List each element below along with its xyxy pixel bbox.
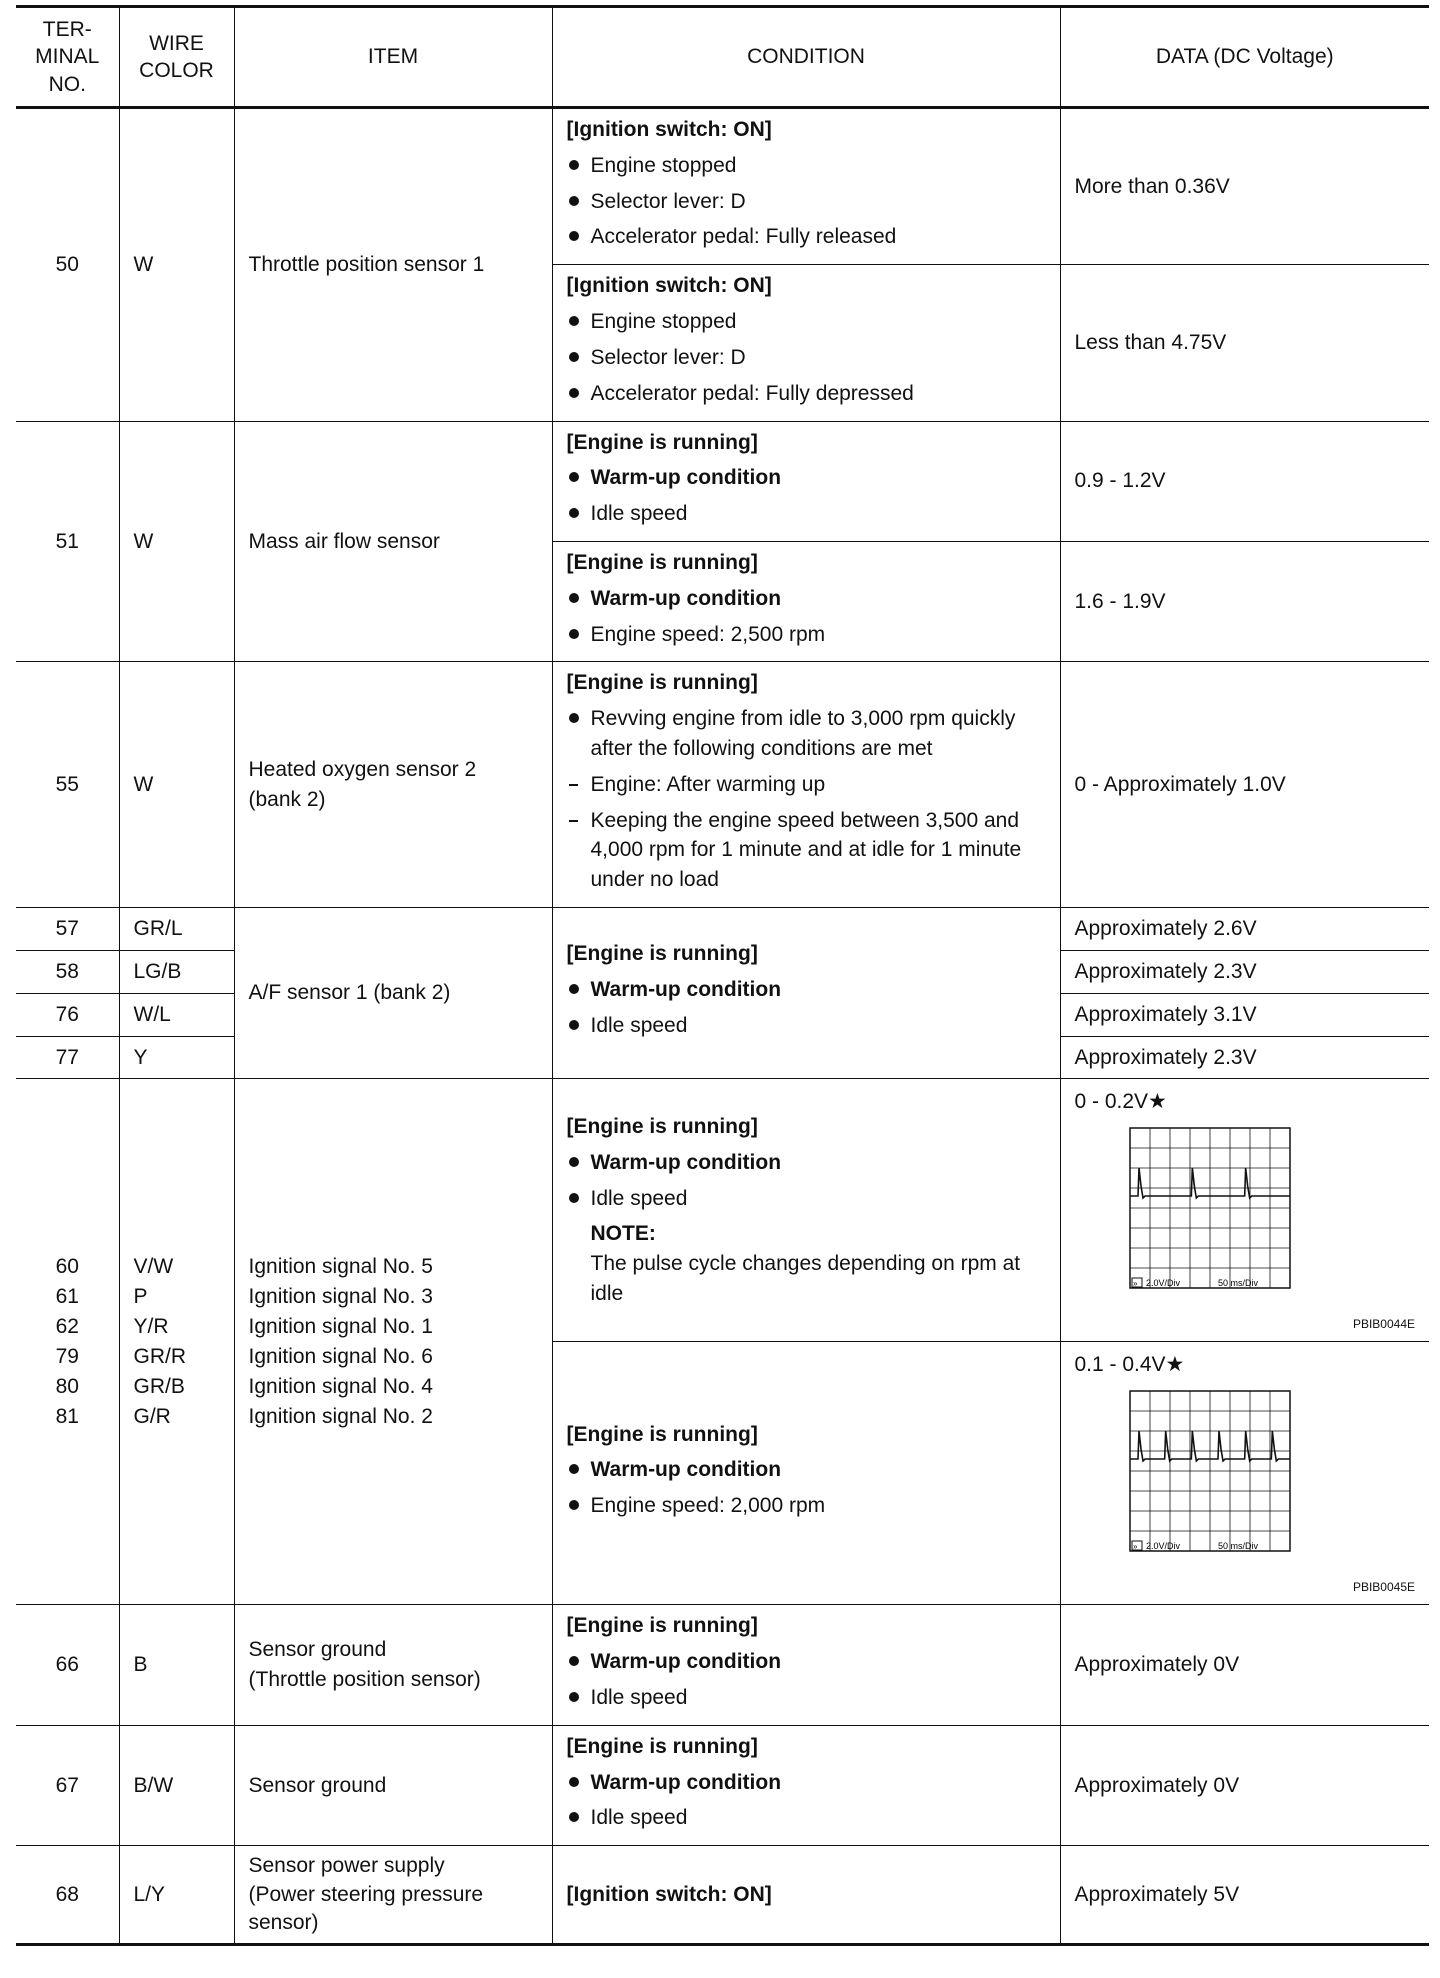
item-line: Sensor ground: [248, 1638, 387, 1662]
wire-color-cell: LG/B: [119, 950, 234, 993]
condition-bullet: Idle speed: [567, 1011, 1046, 1041]
terminal-cell: 50: [16, 108, 119, 422]
table-row: [16, 662, 1429, 908]
condition-bullet: Accelerator pedal: Fully depressed: [567, 379, 1046, 409]
oscilloscope-waveform: [1125, 1123, 1295, 1303]
condition-cell: [552, 1846, 1060, 1945]
condition-dash: Keeping the engine speed between 3,500 and 4,000 rpm for 1 minute and at idle for 1 minute under no load: [567, 806, 1046, 895]
data-cell: 0.9 - 1.2V: [1060, 421, 1429, 541]
data-cell: Approximately 3.1V: [1060, 993, 1429, 1036]
wire-color: V/W: [133, 1254, 174, 1278]
condition-cell: [552, 1725, 1060, 1845]
condition-bullet: Engine stopped: [567, 307, 1046, 337]
wire-color-cell: L/Y: [119, 1846, 234, 1945]
data-cell: Approximately 2.6V: [1060, 908, 1429, 951]
condition-list: [567, 463, 1046, 529]
waveform-block: [1075, 1085, 1416, 1335]
condition-cell: [552, 1605, 1060, 1725]
condition-title: [Engine is running]: [566, 550, 758, 574]
condition-title: [Engine is running]: [566, 1614, 758, 1638]
condition-title: [Engine is running]: [566, 1114, 758, 1138]
header-condition: CONDITION: [552, 7, 1060, 108]
ecm-terminal-table: [16, 5, 1429, 1946]
condition-cell: [552, 1342, 1060, 1605]
condition-cell: [552, 1079, 1060, 1342]
data-cell: Approximately 2.3V: [1060, 950, 1429, 993]
table-row: [16, 1846, 1429, 1945]
table-row: [16, 1605, 1429, 1725]
terminal-cell: 68: [16, 1846, 119, 1945]
terminal-cell: 76: [16, 993, 119, 1036]
wire-color-cell: GR/L: [119, 908, 234, 951]
terminal-cell: 51: [16, 421, 119, 662]
data-cell: 1.6 - 1.9V: [1060, 541, 1429, 661]
item-cell: [234, 1079, 552, 1605]
condition-title: [Ignition switch: ON]: [566, 1882, 772, 1906]
terminal-number: 79: [55, 1344, 79, 1368]
condition-cell: [552, 662, 1060, 908]
item-line: Sensor power supply: [248, 1854, 445, 1878]
data-cell: [1060, 1079, 1429, 1342]
figure-reference: PBIB0045E: [1352, 1580, 1415, 1595]
condition-bullet: Selector lever: D: [567, 343, 1046, 373]
item-cell: Throttle position sensor 1: [234, 108, 552, 422]
wire-color-cell: W/L: [119, 993, 234, 1036]
item-line: Ignition signal No. 5: [248, 1254, 433, 1278]
terminal-cell: 66: [16, 1605, 119, 1725]
condition-list: [567, 1148, 1046, 1214]
condition-bullet: Warm-up condition: [567, 1455, 1046, 1485]
volt-scale-label: 2.0V/Div: [1145, 1278, 1180, 1289]
item-line: Ignition signal No. 6: [248, 1344, 433, 1368]
terminal-cell: 57: [16, 908, 119, 951]
condition-title: [Engine is running]: [566, 671, 758, 695]
wire-color: GR/R: [133, 1344, 186, 1368]
table-row: [16, 1079, 1429, 1342]
wire-color-cell: [119, 1079, 234, 1605]
item-line: Ignition signal No. 2: [248, 1404, 433, 1428]
wire-color: GR/B: [133, 1374, 185, 1398]
condition-list: [567, 1455, 1046, 1521]
condition-title: [Ignition switch: ON]: [566, 118, 772, 141]
condition-cell: [552, 908, 1060, 1079]
condition-bullet: Idle speed: [567, 1184, 1046, 1214]
note-label: NOTE:: [590, 1222, 656, 1246]
terminal-cell: 55: [16, 662, 119, 908]
item-line: Ignition signal No. 3: [248, 1284, 433, 1308]
header-wire-line: COLOR: [139, 59, 214, 82]
item-line: (bank 2): [248, 787, 326, 811]
condition-bullet: Warm-up condition: [567, 463, 1046, 493]
condition-list: [567, 975, 1046, 1041]
wire-color-cell: B: [119, 1605, 234, 1725]
item-line: (Throttle position sensor): [248, 1668, 481, 1692]
condition-bullet: Idle speed: [567, 1803, 1046, 1833]
data-cell: Less than 4.75V: [1060, 265, 1429, 421]
condition-bullet: Warm-up condition: [567, 1647, 1046, 1677]
waveform-block: [1075, 1348, 1416, 1598]
volt-scale-label: 2.0V/Div: [1145, 1541, 1180, 1552]
time-scale-label: 50 ms/Div: [1217, 1541, 1258, 1552]
header-wire-color: [119, 7, 234, 108]
condition-bullet: Idle speed: [567, 499, 1046, 529]
header-item: ITEM: [234, 7, 552, 108]
terminal-number: 62: [55, 1314, 79, 1338]
item-cell: Sensor ground: [234, 1725, 552, 1845]
item-line: sensor): [248, 1910, 319, 1934]
condition-title: [Ignition switch: ON]: [566, 274, 772, 298]
oscilloscope-waveform: [1125, 1386, 1295, 1566]
condition-bullet: Engine speed: 2,500 rpm: [567, 620, 1046, 650]
time-scale-label: 50 ms/Div: [1217, 1278, 1258, 1289]
item-cell: [234, 662, 552, 908]
condition-bullet: Accelerator pedal: Fully released: [567, 222, 1046, 252]
condition-cell: [552, 265, 1060, 421]
item-cell: Mass air flow sensor: [234, 421, 552, 662]
wire-color: G/R: [133, 1404, 171, 1428]
header-wire-line: WIRE: [149, 31, 204, 55]
terminal-cell: 67: [16, 1725, 119, 1845]
wire-color-cell: W: [119, 662, 234, 908]
data-cell: Approximately 2.3V: [1060, 1036, 1429, 1079]
condition-bullet: Revving engine from idle to 3,000 rpm quickly after the following conditions are met: [567, 704, 1046, 764]
condition-title: [Engine is running]: [566, 430, 758, 454]
condition-bullet: Engine speed: 2,000 rpm: [567, 1491, 1046, 1521]
condition-dash: Engine: After warming up: [567, 770, 1046, 800]
data-cell: Approximately 0V: [1060, 1605, 1429, 1725]
header-data: DATA (DC Voltage): [1060, 7, 1429, 108]
terminal-number: 80: [55, 1374, 79, 1398]
item-line: Ignition signal No. 4: [248, 1374, 433, 1398]
condition-list: [567, 1768, 1046, 1834]
condition-cell: [552, 541, 1060, 661]
figure-reference: PBIB0044E: [1352, 1317, 1415, 1332]
condition-list: [567, 584, 1046, 650]
condition-title: [Engine is running]: [566, 1734, 758, 1758]
data-cell: More than 0.36V: [1060, 108, 1429, 265]
terminal-cell: 77: [16, 1036, 119, 1079]
wire-color-cell: Y: [119, 1036, 234, 1079]
condition-list: [567, 704, 1046, 895]
header-row: [16, 7, 1429, 108]
table-row: [16, 421, 1429, 541]
item-cell: [234, 1605, 552, 1725]
condition-bullet: Warm-up condition: [567, 584, 1046, 614]
wire-color-cell: B/W: [119, 1725, 234, 1845]
item-cell: A/F sensor 1 (bank 2): [234, 908, 552, 1079]
terminal-cell: [16, 1079, 119, 1605]
note-block: [567, 1219, 1046, 1308]
terminal-cell: 58: [16, 950, 119, 993]
header-terminal-line: MINAL: [35, 45, 100, 69]
condition-bullet: Warm-up condition: [567, 975, 1046, 1005]
condition-list: [567, 1647, 1046, 1713]
table-row: [16, 1725, 1429, 1845]
waveform-value: 0 - 0.2V★: [1074, 1090, 1167, 1114]
header-terminal: [16, 7, 119, 108]
condition-title: [Engine is running]: [566, 942, 758, 966]
header-terminal-line: NO.: [48, 72, 86, 96]
data-cell: [1060, 1342, 1429, 1605]
data-cell: Approximately 0V: [1060, 1725, 1429, 1845]
condition-cell: [552, 108, 1060, 265]
item-cell: [234, 1846, 552, 1945]
data-cell: Approximately 5V: [1060, 1846, 1429, 1945]
wire-color-cell: W: [119, 421, 234, 662]
terminal-number: 81: [55, 1404, 79, 1428]
waveform-value: 0.1 - 0.4V★: [1074, 1353, 1185, 1377]
terminal-number: 60: [55, 1254, 79, 1278]
table-row: [16, 908, 1429, 951]
wire-color: Y/R: [133, 1314, 169, 1338]
note-text: The pulse cycle changes depending on rpm at idle: [590, 1252, 1021, 1305]
scope-marker-glyph: »: [1132, 1279, 1137, 1289]
condition-list: [567, 307, 1046, 408]
item-line: Heated oxygen sensor 2: [248, 757, 477, 781]
item-line: (Power steering pressure: [248, 1882, 484, 1906]
condition-bullet: Selector lever: D: [567, 187, 1046, 217]
wire-color-cell: W: [119, 108, 234, 422]
header-terminal-line: TER-: [42, 18, 92, 42]
scope-marker-glyph: »: [1132, 1542, 1137, 1552]
condition-bullet: Idle speed: [567, 1683, 1046, 1713]
data-cell: 0 - Approximately 1.0V: [1060, 662, 1429, 908]
wire-color: P: [133, 1284, 148, 1308]
condition-cell: [552, 421, 1060, 541]
condition-bullet: Warm-up condition: [567, 1148, 1046, 1178]
table-row: [16, 108, 1429, 265]
condition-bullet: Warm-up condition: [567, 1768, 1046, 1798]
condition-bullet: Engine stopped: [567, 151, 1046, 181]
condition-list: [567, 151, 1046, 252]
item-line: Ignition signal No. 1: [248, 1314, 433, 1338]
terminal-number: 61: [55, 1284, 79, 1308]
condition-title: [Engine is running]: [566, 1422, 758, 1446]
